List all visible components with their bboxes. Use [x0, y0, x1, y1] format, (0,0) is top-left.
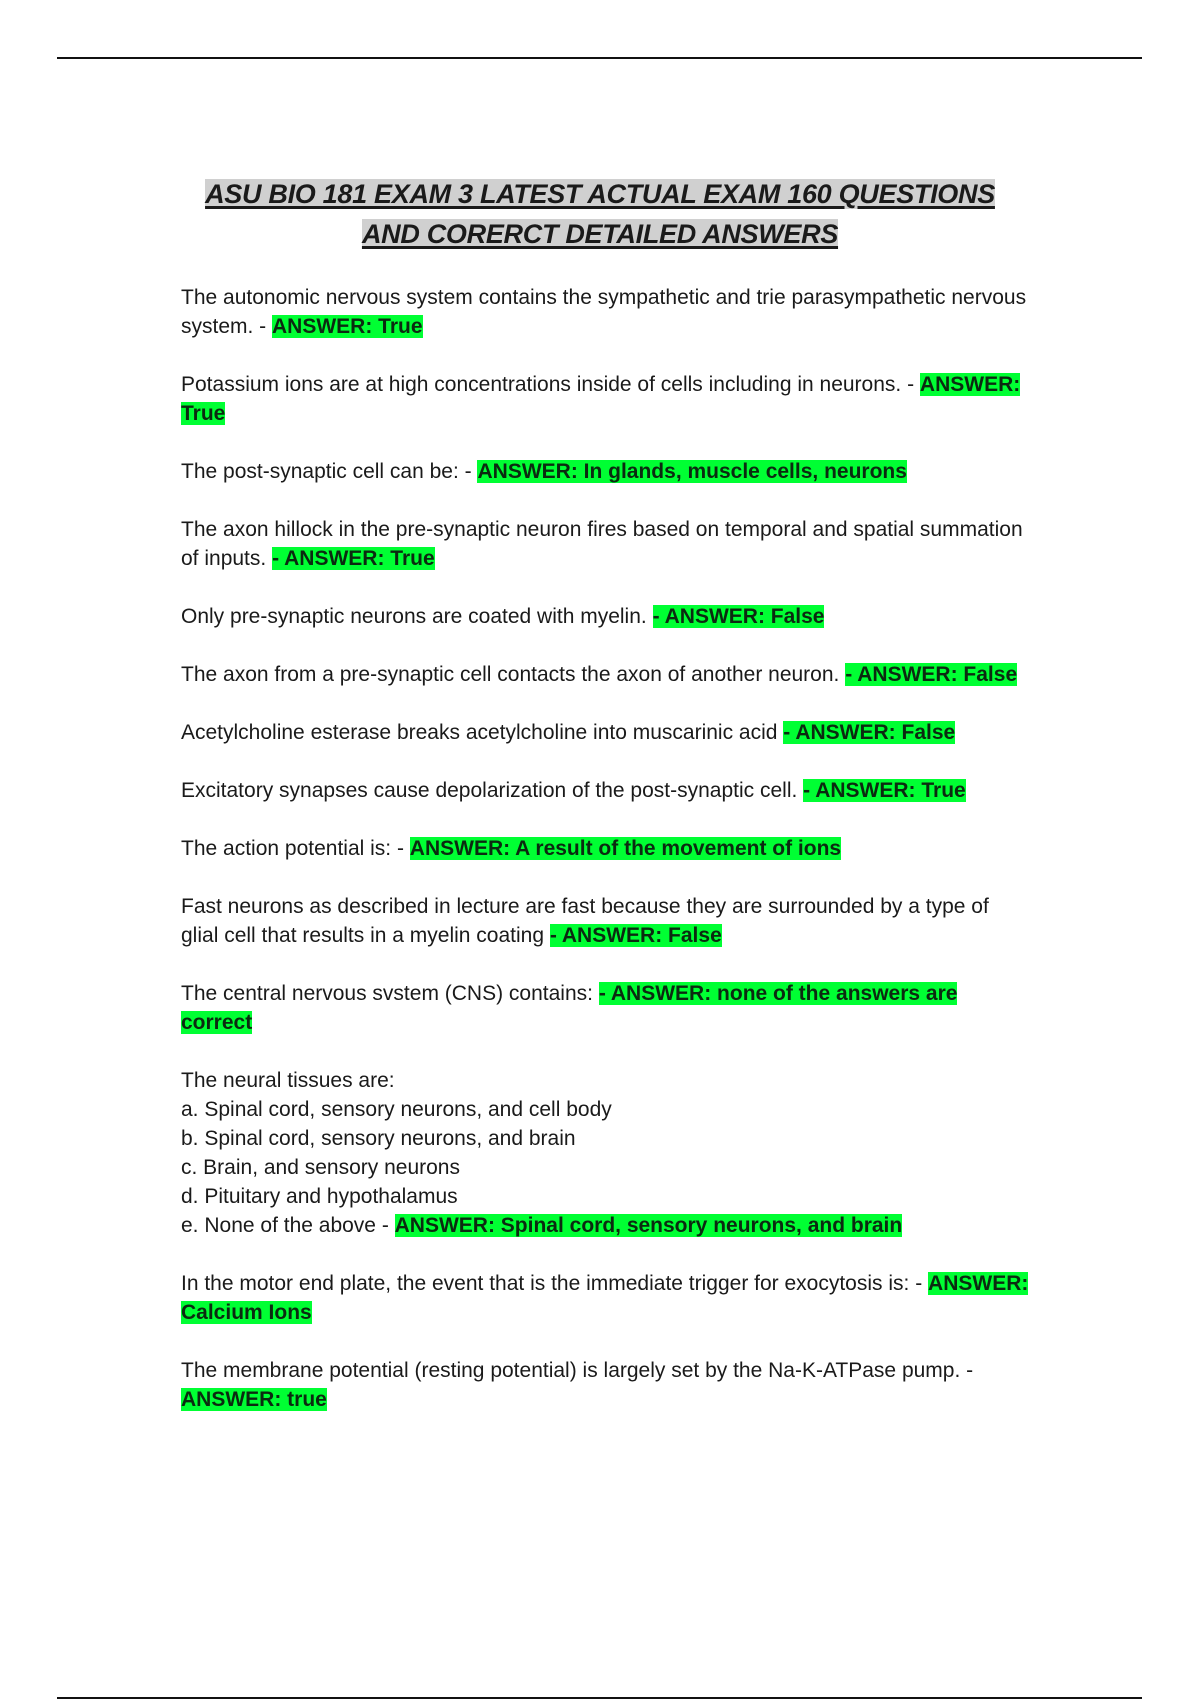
answer-highlight: ANSWER: A result of the movement of ions: [409, 837, 842, 860]
question-text: The action potential is: -: [181, 837, 410, 860]
answer-highlight: ANSWER: True: [272, 315, 423, 338]
answer-highlight: - ANSWER: False: [783, 721, 956, 744]
qa-item-9: [181, 834, 1031, 863]
question-text: Only pre-synaptic neurons are coated with myelin.: [181, 605, 653, 628]
header-rule: [57, 57, 1142, 59]
answer-highlight: - ANSWER: none of the answers are correct: [181, 982, 958, 1034]
qa-item-6: [181, 660, 1031, 689]
qa-item-10: [181, 892, 1031, 950]
question-text: The post-synaptic cell can be: -: [181, 460, 478, 483]
qa-item-3: [181, 457, 1031, 486]
answer-highlight: - ANSWER: True: [803, 779, 966, 802]
title-line-2: AND CORERCT DETAILED ANSWERS: [361, 219, 839, 249]
question-text: The central nervous svstem (CNS) contains:: [181, 982, 599, 1005]
question-text: The axon hillock in the pre-synaptic neuron fires based on temporal and spatial summation of inputs.: [181, 518, 1023, 570]
option-e-text: e. None of the above -: [181, 1214, 395, 1237]
qa-item-neural-tissues: [181, 1066, 1031, 1240]
qa-list: [181, 283, 1031, 1443]
option-d: d. Pituitary and hypothalamus: [181, 1185, 458, 1208]
option-c: c. Brain, and sensory neurons: [181, 1156, 460, 1179]
qa-item-1: [181, 283, 1031, 341]
qa-item-5: [181, 602, 1031, 631]
option-a: a. Spinal cord, sensory neurons, and cell body: [181, 1098, 612, 1121]
question-text: In the motor end plate, the event that is the immediate trigger for exocytosis is: -: [181, 1272, 929, 1295]
question-text: The membrane potential (resting potential) is largely set by the Na-K-ATPase pump. -: [181, 1359, 974, 1382]
option-b: b. Spinal cord, sensory neurons, and brain: [181, 1127, 576, 1150]
question-text: Excitatory synapses cause depolarization of the post-synaptic cell.: [181, 779, 804, 802]
qa-item-4: [181, 515, 1031, 573]
question-text: Acetylcholine esterase breaks acetylcholine into muscarinic acid: [181, 721, 784, 744]
answer-highlight: - ANSWER: False: [845, 663, 1018, 686]
title-line-1: ASU BIO 181 EXAM 3 LATEST ACTUAL EXAM 160 QUESTIONS: [205, 179, 995, 209]
footer-rule: [57, 1697, 1142, 1699]
question-text: Fast neurons as described in lecture are fast because they are surrounded by a type of glial cell that results in a myelin coating: [181, 895, 989, 947]
qa-item-8: [181, 776, 1031, 805]
question-text: The axon from a pre-synaptic cell contacts the axon of another neuron.: [181, 663, 846, 686]
answer-highlight: ANSWER: Calcium Ions: [181, 1272, 1029, 1324]
question-stem: The neural tissues are:: [181, 1069, 395, 1092]
answer-highlight: ANSWER: True: [181, 373, 1021, 425]
qa-item-14: [181, 1356, 1031, 1414]
answer-highlight: - ANSWER: False: [652, 605, 825, 628]
question-text: Potassium ions are at high concentrations inside of cells including in neurons. -: [181, 373, 920, 396]
document-title: [150, 174, 1050, 254]
answer-highlight: ANSWER: Spinal cord, sensory neurons, and brain: [394, 1214, 903, 1237]
qa-item-7: [181, 718, 1031, 747]
answer-highlight: ANSWER: In glands, muscle cells, neurons: [477, 460, 907, 483]
qa-item-11: [181, 979, 1031, 1037]
answer-highlight: ANSWER: true: [181, 1388, 327, 1411]
qa-item-2: [181, 370, 1031, 428]
answer-highlight: - ANSWER: True: [272, 547, 435, 570]
option-e: [181, 1211, 1031, 1240]
answer-highlight: - ANSWER: False: [549, 924, 722, 947]
question-text: The autonomic nervous system contains the sympathetic and trie parasympathetic nervous system. -: [181, 286, 1027, 338]
qa-item-13: [181, 1269, 1031, 1327]
